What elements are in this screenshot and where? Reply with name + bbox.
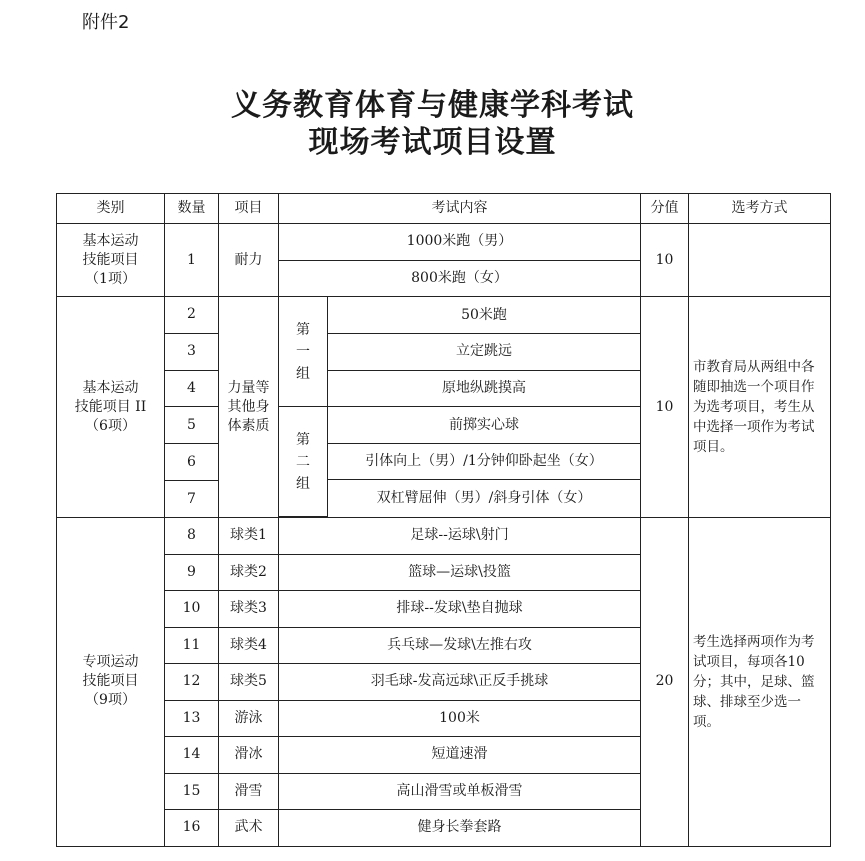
- document-title: 义务教育体育与健康学科考试: [231, 88, 634, 123]
- item-number: 13: [165, 700, 219, 737]
- item-number: 7: [165, 481, 219, 518]
- item-number: 14: [165, 737, 219, 774]
- table-row: [57, 224, 831, 261]
- table-row: [57, 297, 831, 334]
- exam-content: 短道速滑: [279, 737, 641, 774]
- item-name: 滑冰: [219, 737, 279, 774]
- selection-method: 考生选择两项作为考试项目，每项各10分；其中，足球、篮球、排球至少选一项。: [689, 518, 831, 847]
- exam-content: 排球--发球\垫自抛球: [279, 591, 641, 628]
- item-name: 球类5: [219, 664, 279, 701]
- item-name: 球类1: [219, 518, 279, 555]
- item-number: 8: [165, 518, 219, 555]
- item-number: 15: [165, 773, 219, 810]
- attachment-label: 附件2: [82, 12, 130, 33]
- item-number: 12: [165, 664, 219, 701]
- group-2-label: 第 二 组: [279, 407, 328, 517]
- item-number: 4: [165, 370, 219, 407]
- item-number: 10: [165, 591, 219, 628]
- grouped-content-table: [279, 297, 640, 517]
- score-value: 10: [641, 224, 689, 297]
- item-name: 武术: [219, 810, 279, 847]
- exam-content: 足球--运球\射门: [279, 518, 641, 555]
- item-name: 球类2: [219, 554, 279, 591]
- item-number: 1: [165, 224, 219, 297]
- item-number: 3: [165, 333, 219, 370]
- item-number: 16: [165, 810, 219, 847]
- score-value: 20: [641, 518, 689, 847]
- exam-content: 原地纵跳摸高: [328, 370, 641, 407]
- score-value: 10: [641, 297, 689, 518]
- item-name: 球类4: [219, 627, 279, 664]
- group-1-label: 第 一 组: [279, 297, 328, 407]
- item-number: 2: [165, 297, 219, 334]
- exam-content: 立定跳远: [328, 334, 641, 371]
- exam-content: 羽毛球-发高远球\正反手挑球: [279, 664, 641, 701]
- item-name: 滑雪: [219, 773, 279, 810]
- category-basic-2: 基本运动 技能项目 II （6项）: [57, 297, 165, 518]
- exam-content: 健身长拳套路: [279, 810, 641, 847]
- selection-method: [689, 224, 831, 297]
- item-number: 6: [165, 444, 219, 481]
- category-basic-1: 基本运动 技能项目 （1项）: [57, 224, 165, 297]
- exam-content: 50米跑: [328, 297, 641, 334]
- exam-content: 双杠臂屈伸（男）/斜身引体（女）: [376, 489, 592, 506]
- exam-content: 800米跑（女）: [279, 260, 641, 297]
- exam-content: 高山滑雪或单板滑雪: [279, 773, 641, 810]
- exam-content: 前掷实心球: [328, 407, 641, 444]
- header-score: 分值: [641, 194, 689, 224]
- item-number: 5: [165, 407, 219, 444]
- header-method: 选考方式: [689, 194, 831, 224]
- header-content: 考试内容: [279, 194, 641, 224]
- item-number: 9: [165, 554, 219, 591]
- item-name: 力量等 其他身 体素质: [219, 297, 279, 518]
- exam-content: 100米: [279, 700, 641, 737]
- grouped-content-cell: [279, 297, 641, 518]
- exam-content: 引体向上（男）/1分钟仰卧起坐（女）: [328, 443, 641, 480]
- exam-content: 篮球—运球\投篮: [279, 554, 641, 591]
- header-item: 项目: [219, 194, 279, 224]
- header-count: 数量: [165, 194, 219, 224]
- item-name: 球类3: [219, 591, 279, 628]
- item-name: 游泳: [219, 700, 279, 737]
- header-category: 类别: [57, 194, 165, 224]
- category-special: 专项运动 技能项目 （9项）: [57, 518, 165, 847]
- item-name: 耐力: [219, 224, 279, 297]
- exam-content: 1000米跑（男）: [279, 224, 641, 261]
- exam-items-table: [56, 193, 831, 847]
- item-number: 11: [165, 627, 219, 664]
- exam-content: 兵乓球—发球\左推右攻: [279, 627, 641, 664]
- table-header-row: [57, 194, 831, 224]
- document-subtitle: 现场考试项目设置: [308, 125, 557, 160]
- selection-method: 市教育局从两组中各随即抽选一个项目作为选考项目，考生从中选择一项作为考试项目。: [689, 297, 831, 518]
- table-row: [57, 518, 831, 555]
